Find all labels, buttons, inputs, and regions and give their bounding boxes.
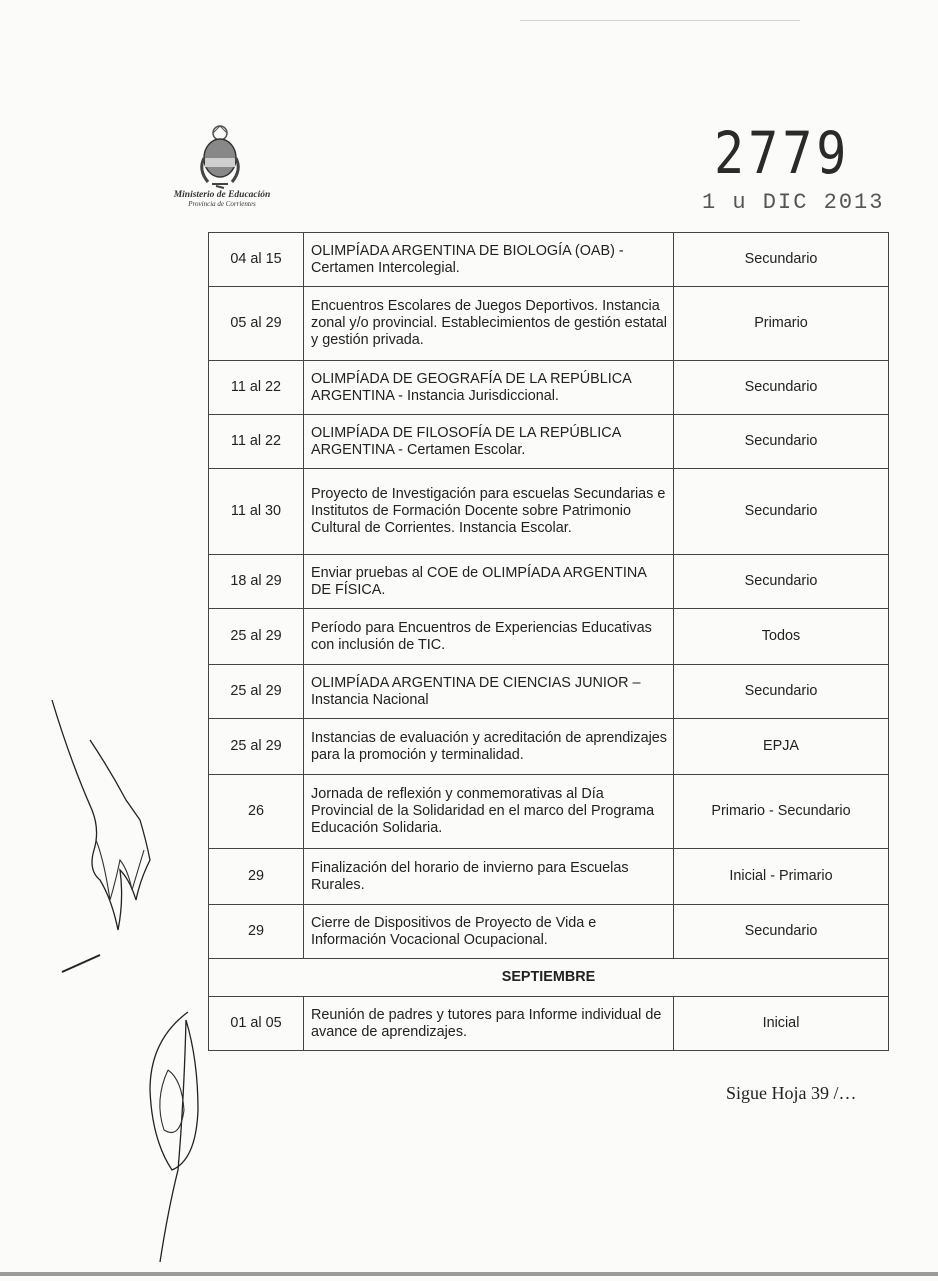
date-cell: 25 al 29 bbox=[209, 719, 304, 775]
date-cell: 26 bbox=[209, 775, 304, 849]
level-cell: Primario bbox=[674, 287, 889, 361]
activity-cell: OLIMPÍADA ARGENTINA DE CIENCIAS JUNIOR – Instancia Nacional bbox=[304, 665, 674, 719]
continuation-note: Sigue Hoja 39 /… bbox=[726, 1083, 857, 1103]
ministry-name: Ministerio de Educación bbox=[173, 190, 271, 200]
activity-cell: Proyecto de Investigación para escuelas Secundarias e Institutos de Formación Docente sobre Patrimonio Cultural de Corrientes. Instancia Escolar. bbox=[304, 469, 674, 555]
date-cell: 29 bbox=[209, 849, 304, 905]
date-cell: 18 al 29 bbox=[209, 555, 304, 609]
activity-cell: OLIMPÍADA ARGENTINA DE BIOLOGÍA (OAB) - Certamen Intercolegial. bbox=[304, 233, 674, 287]
date-cell: 11 al 22 bbox=[209, 361, 304, 415]
activity-cell: Encuentros Escolares de Juegos Deportivos. Instancia zonal y/o provincial. Establecimientos de gestión estatal y gestión privada. bbox=[304, 287, 674, 361]
level-cell: Secundario bbox=[674, 905, 889, 959]
level-cell: Secundario bbox=[674, 469, 889, 555]
level-cell: Secundario bbox=[674, 415, 889, 469]
activity-cell: Cierre de Dispositivos de Proyecto de Vida e Información Vocacional Ocupacional. bbox=[304, 905, 674, 959]
level-cell: Inicial bbox=[674, 997, 889, 1051]
page-bottom-edge bbox=[0, 1272, 938, 1276]
level-cell: Primario - Secundario bbox=[674, 775, 889, 849]
activity-cell: Finalización del horario de invierno para Escuelas Rurales. bbox=[304, 849, 674, 905]
date-cell: 25 al 29 bbox=[209, 609, 304, 665]
level-cell: Secundario bbox=[674, 361, 889, 415]
document-number: 2779 bbox=[714, 120, 851, 187]
date-cell: 05 al 29 bbox=[209, 287, 304, 361]
level-cell: EPJA bbox=[674, 719, 889, 775]
date-cell: 29 bbox=[209, 905, 304, 959]
month-heading: SEPTIEMBRE bbox=[209, 959, 889, 997]
level-cell: Secundario bbox=[674, 665, 889, 719]
level-cell: Secundario bbox=[674, 555, 889, 609]
activity-cell: Período para Encuentros de Experiencias Educativas con inclusión de TIC. bbox=[304, 609, 674, 665]
date-stamp: 1 u DIC 2013 bbox=[702, 190, 885, 215]
activity-cell: OLIMPÍADA DE GEOGRAFÍA DE LA REPÚBLICA ARGENTINA - Instancia Jurisdiccional. bbox=[304, 361, 674, 415]
date-cell: 01 al 05 bbox=[209, 997, 304, 1051]
level-cell: Secundario bbox=[674, 233, 889, 287]
level-cell: Inicial - Primario bbox=[674, 849, 889, 905]
activity-cell: OLIMPÍADA DE FILOSOFÍA DE LA REPÚBLICA ARGENTINA - Certamen Escolar. bbox=[304, 415, 674, 469]
date-cell: 11 al 30 bbox=[209, 469, 304, 555]
date-cell: 04 al 15 bbox=[209, 233, 304, 287]
province-name: Provincia de Corrientes bbox=[188, 199, 256, 208]
activity-cell: Reunión de padres y tutores para Informe individual de avance de aprendizajes. bbox=[304, 997, 674, 1051]
activity-cell: Jornada de reflexión y conmemorativas al Día Provincial de la Solidaridad en el marco del Programa Educación Solidaria. bbox=[304, 775, 674, 849]
activity-cell: Enviar pruebas al COE de OLIMPÍADA ARGENTINA DE FÍSICA. bbox=[304, 555, 674, 609]
date-cell: 25 al 29 bbox=[209, 665, 304, 719]
level-cell: Todos bbox=[674, 609, 889, 665]
date-cell: 11 al 22 bbox=[209, 415, 304, 469]
activity-cell: Instancias de evaluación y acreditación de aprendizajes para la promoción y terminalidad. bbox=[304, 719, 674, 775]
